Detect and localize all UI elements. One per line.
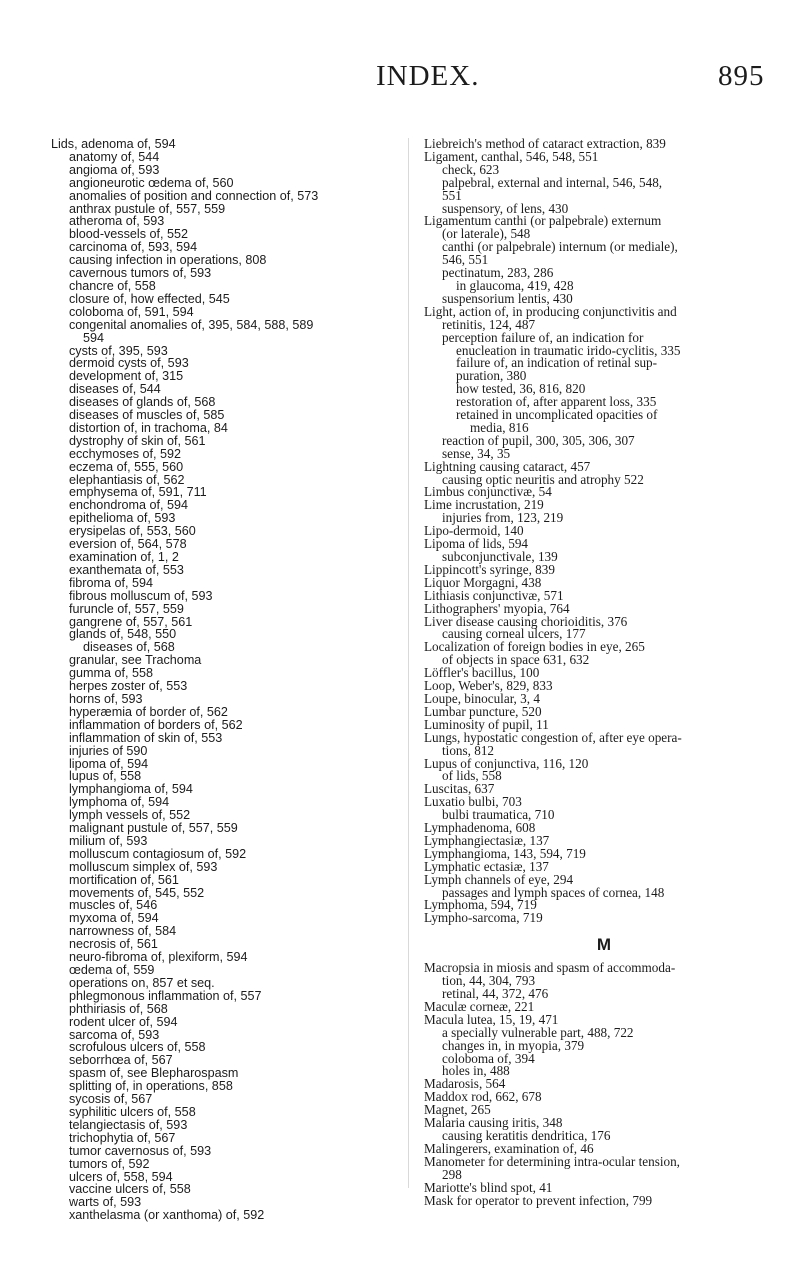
index-subentry: elephantiasis of, 562 — [69, 472, 185, 487]
index-subentry: a specially vulnerable part, 488, 722 — [442, 1024, 634, 1040]
index-subentry: sycosis of, 567 — [69, 1092, 153, 1107]
index-entry: Luscitas, 637 — [424, 781, 495, 797]
page-header — [0, 58, 800, 98]
index-subentry: erysipelas of, 553, 560 — [69, 524, 196, 539]
index-subentry: myxoma of, 594 — [69, 911, 159, 926]
index-entry: Löffler's bacillus, 100 — [424, 665, 540, 681]
index-subentry: (or laterale), 548 — [442, 226, 531, 242]
index-subentry: media, 816 — [470, 419, 529, 435]
index-subentry: vaccine ulcers of, 558 — [69, 1182, 191, 1197]
index-entry: Lymphoma, 594, 719 — [424, 897, 537, 913]
index-subentry: lymphoma of, 594 — [69, 795, 170, 810]
index-entry: Light, action of, in producing conjunctivitis and — [424, 303, 677, 319]
index-subentry: 551 — [442, 187, 462, 203]
index-entry: Lymphadenoma, 608 — [424, 820, 536, 836]
index-subentry: injuries from, 123, 219 — [442, 510, 564, 526]
index-subentry: herpes zoster of, 553 — [69, 679, 188, 694]
index-subentry: closure of, how effected, 545 — [69, 291, 230, 306]
index-subentry: cysts of, 395, 593 — [69, 343, 168, 358]
index-subentry: retinal, 44, 372, 476 — [442, 986, 549, 1001]
index-subentry: causing corneal ulcers, 177 — [442, 626, 586, 642]
index-entry: Luxatio bulbi, 703 — [424, 794, 522, 810]
index-subentry: lupus of, 558 — [69, 769, 142, 784]
index-entry: Mariotte's blind spot, 41 — [424, 1179, 553, 1195]
index-subentry: neuro-fibroma of, plexiform, 594 — [69, 950, 248, 965]
index-subentry: retinitis, 124, 487 — [442, 316, 536, 332]
index-subentry: blood-vessels of, 552 — [69, 227, 189, 242]
index-subentry: furuncle of, 557, 559 — [69, 601, 184, 616]
index-entry: Lumbar puncture, 520 — [424, 703, 542, 719]
section-letter-heading: M — [596, 935, 612, 955]
index-subentry: sense, 34, 35 — [442, 445, 511, 461]
index-entry: Malaria causing iritis, 348 — [424, 1115, 563, 1131]
index-subentry: dystrophy of skin of, 561 — [69, 433, 206, 448]
index-subentry: 298 — [442, 1166, 462, 1182]
index-entry: Loupe, binocular, 3, 4 — [424, 690, 540, 706]
index-subentry: anomalies of position and connection of, 573 — [69, 188, 319, 203]
index-subentry: mortification of, 561 — [69, 872, 179, 887]
index-entry: Loop, Weber's, 829, 833 — [424, 678, 553, 694]
index-subentry: tumor cavernosus of, 593 — [69, 1143, 212, 1158]
index-entry: Manometer for determining intra-ocular tension, — [424, 1153, 680, 1169]
index-subentry: 594 — [83, 330, 105, 345]
index-subentry: narrowness of, 584 — [69, 924, 177, 939]
index-subentry: anthrax pustule of, 557, 559 — [69, 201, 226, 216]
index-entry: Maddox rod, 662, 678 — [424, 1089, 542, 1105]
index-subentry: molluscum simplex of, 593 — [69, 859, 218, 874]
index-subentry: perception failure of, an indication for — [442, 329, 644, 345]
index-subentry: congenital anomalies of, 395, 584, 588, 589 — [69, 317, 314, 332]
index-subentry: epithelioma of, 593 — [69, 511, 176, 526]
index-entry: Lymphangioma, 143, 594, 719 — [424, 845, 586, 861]
index-subentry: molluscum contagiosum of, 592 — [69, 846, 247, 861]
index-subentry: spasm of, see Blepharospasm — [69, 1066, 239, 1081]
index-subentry: hyperæmia of border of, 562 — [69, 704, 228, 719]
index-subentry: coloboma of, 591, 594 — [69, 304, 194, 319]
index-subentry: trichophytia of, 567 — [69, 1130, 176, 1145]
index-subentry: gangrene of, 557, 561 — [69, 614, 193, 629]
index-subentry: xanthelasma (or xanthoma) of, 592 — [69, 1208, 265, 1223]
index-subentry: eczema of, 555, 560 — [69, 459, 184, 474]
index-subentry: syphilitic ulcers of, 558 — [69, 1104, 196, 1119]
index-subentry: fibrous molluscum of, 593 — [69, 588, 213, 603]
index-entry: Lithiasis conjunctivæ, 571 — [424, 587, 564, 603]
index-entry: Magnet, 265 — [424, 1102, 491, 1118]
index-subentry: angioneurotic œdema of, 560 — [69, 175, 234, 190]
index-subentry: phthiriasis of, 568 — [69, 1001, 168, 1016]
index-subentry: sarcoma of, 593 — [69, 1027, 160, 1042]
index-entry: Limbus conjunctivæ, 54 — [424, 484, 552, 500]
index-subentry: causing optic neuritis and atrophy 522 — [442, 471, 644, 487]
index-subentry: of lids, 558 — [442, 768, 502, 784]
index-subentry: cavernous tumors of, 593 — [69, 266, 212, 281]
index-subentry: anatomy of, 544 — [69, 149, 160, 164]
index-entry: Macula lutea, 15, 19, 471 — [424, 1011, 559, 1027]
index-subentry: of objects in space 631, 632 — [442, 652, 590, 668]
index-entry: Liquor Morgagni, 438 — [424, 574, 542, 590]
index-entry: Malingerers, examination of, 46 — [424, 1140, 594, 1156]
index-subentry: tumors of, 592 — [69, 1156, 150, 1171]
index-entry: Localization of foreign bodies in eye, 265 — [424, 639, 645, 655]
index-subentry: how tested, 36, 816, 820 — [456, 381, 586, 397]
column-divider — [408, 138, 409, 1188]
index-subentry: subconjunctivale, 139 — [442, 549, 558, 564]
index-subentry: palpebral, external and internal, 546, 548, — [442, 174, 663, 190]
index-subentry: passages and lymph spaces of cornea, 148 — [442, 884, 665, 900]
index-subentry: lymphangioma of, 594 — [69, 782, 193, 797]
index-entry: Lime incrustation, 219 — [424, 497, 544, 513]
index-subentry: phlegmonous inflammation of, 557 — [69, 988, 262, 1003]
index-subentry: horns of, 593 — [69, 691, 143, 706]
index-subentry: muscles of, 546 — [69, 898, 158, 913]
index-entry: Liebreich's method of cataract extraction, 839 — [424, 136, 666, 151]
index-entry: Lids, adenoma of, 594 — [51, 137, 176, 151]
index-subentry: lymph vessels of, 552 — [69, 808, 191, 823]
index-subentry: canthi (or palpebrale) internum (or mediale), — [442, 239, 678, 255]
index-entry: Lympho-sarcoma, 719 — [424, 910, 543, 926]
page-number: 895 — [718, 60, 765, 92]
index-subentry: rodent ulcer of, 594 — [69, 1014, 178, 1029]
index-subentry: necrosis of, 561 — [69, 937, 158, 952]
index-subentry: bulbi traumatica, 710 — [442, 807, 555, 823]
index-subentry: fibroma of, 594 — [69, 575, 154, 590]
index-subentry: restoration of, after apparent loss, 335 — [456, 394, 657, 410]
index-entry: Lymph channels of eye, 294 — [424, 871, 574, 887]
index-subentry: emphysema of, 591, 711 — [69, 485, 207, 500]
index-subentry: splitting of, in operations, 858 — [69, 1079, 233, 1094]
index-subentry: inflammation of skin of, 553 — [69, 730, 223, 745]
index-subentry: distortion of, in trachoma, 84 — [69, 420, 228, 435]
index-entry: Lymphatic ectasiæ, 137 — [424, 858, 549, 874]
index-subentry: granular, see Trachoma — [69, 653, 202, 668]
index-subentry: gumma of, 558 — [69, 666, 154, 681]
index-subentry: operations on, 857 et seq. — [69, 975, 215, 990]
index-entry: Mask for operator to prevent infection, 799 — [424, 1192, 653, 1208]
index-entry: Ligament, canthal, 546, 548, 551 — [424, 148, 599, 164]
index-subentry: chancre of, 558 — [69, 278, 156, 293]
index-entry: Macropsia in miosis and spasm of accommoda- — [424, 960, 676, 976]
index-entry: Lightning causing cataract, 457 — [424, 458, 591, 474]
index-subentry: examination of, 1, 2 — [69, 550, 179, 564]
index-entry: Lymphangiectasiæ, 137 — [424, 832, 550, 848]
index-entry: Madarosis, 564 — [424, 1076, 506, 1092]
index-subentry: telangiectasis of, 593 — [69, 1117, 188, 1132]
index-entry: Lipoma of lids, 594 — [424, 536, 529, 552]
index-subentry: tions, 812 — [442, 742, 495, 758]
page-title: INDEX. — [376, 60, 480, 92]
index-subentry: diseases of, 568 — [83, 640, 175, 655]
index-entry: Lithographers' myopia, 764 — [424, 600, 570, 616]
index-subentry: injuries of 590 — [69, 743, 148, 758]
index-entry: Maculæ corneæ, 221 — [424, 998, 535, 1014]
index-subentry: changes in, in myopia, 379 — [442, 1037, 585, 1053]
index-subentry: ecchymoses of, 592 — [69, 446, 182, 461]
index-subentry: holes in, 488 — [442, 1063, 510, 1079]
index-subentry: failure of, an indication of retinal sup- — [456, 355, 658, 371]
index-subentry: enchondroma of, 594 — [69, 498, 189, 513]
index-entry: Liver disease causing chorioiditis, 376 — [424, 613, 628, 629]
index-subentry: ulcers of, 558, 594 — [69, 1169, 173, 1184]
index-subentry: 546, 551 — [442, 252, 489, 268]
index-subentry: angioma of, 593 — [69, 162, 160, 177]
index-subentry: scrofulous ulcers of, 558 — [69, 1040, 206, 1055]
index-entry: Lungs, hypostatic congestion of, after eye opera- — [424, 729, 682, 745]
index-subentry: causing keratitis dendritica, 176 — [442, 1127, 611, 1143]
index-subentry: lipoma of, 594 — [69, 756, 149, 771]
index-subentry: inflammation of borders of, 562 — [69, 717, 243, 732]
index-subentry: in glaucoma, 419, 428 — [456, 277, 574, 293]
index-subentry: glands of, 548, 550 — [69, 627, 177, 642]
index-subentry: atheroma of, 593 — [69, 214, 165, 229]
index-subentry: eversion of, 564, 578 — [69, 537, 187, 552]
index-subentry: malignant pustule of, 557, 559 — [69, 821, 238, 836]
index-subentry: milium of, 593 — [69, 833, 148, 848]
index-entry: Lipo-dermoid, 140 — [424, 523, 524, 539]
index-subentry: diseases of glands of, 568 — [69, 395, 216, 410]
index-entry: Lupus of conjunctiva, 116, 120 — [424, 755, 589, 771]
index-subentry: œdema of, 559 — [69, 963, 155, 977]
index-entry: Luminosity of pupil, 11 — [424, 716, 549, 732]
index-entry: Lippincott's syringe, 839 — [424, 561, 555, 577]
index-subentry: pectinatum, 283, 286 — [442, 265, 554, 281]
index-column-right — [424, 138, 784, 1207]
index-subentry: carcinoma of, 593, 594 — [69, 240, 198, 255]
index-subentry: reaction of pupil, 300, 305, 306, 307 — [442, 432, 635, 448]
index-subentry: tion, 44, 304, 793 — [442, 973, 536, 989]
index-subentry: exanthemata of, 553 — [69, 562, 184, 577]
index-subentry: puration, 380 — [456, 368, 527, 384]
index-subentry: enucleation in traumatic irido-cyclitis, 335 — [456, 342, 681, 358]
index-subentry: seborrhœa of, 567 — [69, 1053, 173, 1068]
index-entry: Ligamentum canthi (or palpebrale) externum — [424, 213, 662, 229]
index-subentry: causing infection in operations, 808 — [69, 253, 267, 268]
index-subentry: suspensorium lentis, 430 — [442, 290, 573, 306]
index-subentry: check, 623 — [442, 161, 500, 177]
index-subentry: dermoid cysts of, 593 — [69, 356, 189, 371]
index-subentry: suspensory, of lens, 430 — [442, 200, 569, 216]
index-subentry: retained in uncomplicated opacities of — [456, 407, 658, 423]
index-subentry: movements of, 545, 552 — [69, 885, 205, 900]
index-column-left — [51, 138, 411, 1222]
index-subentry: coloboma of, 394 — [442, 1050, 535, 1066]
index-subentry: diseases of muscles of, 585 — [69, 408, 225, 423]
index-subentry: development of, 315 — [69, 369, 184, 384]
index-subentry: diseases of, 544 — [69, 382, 161, 397]
index-subentry: warts of, 593 — [69, 1195, 142, 1210]
